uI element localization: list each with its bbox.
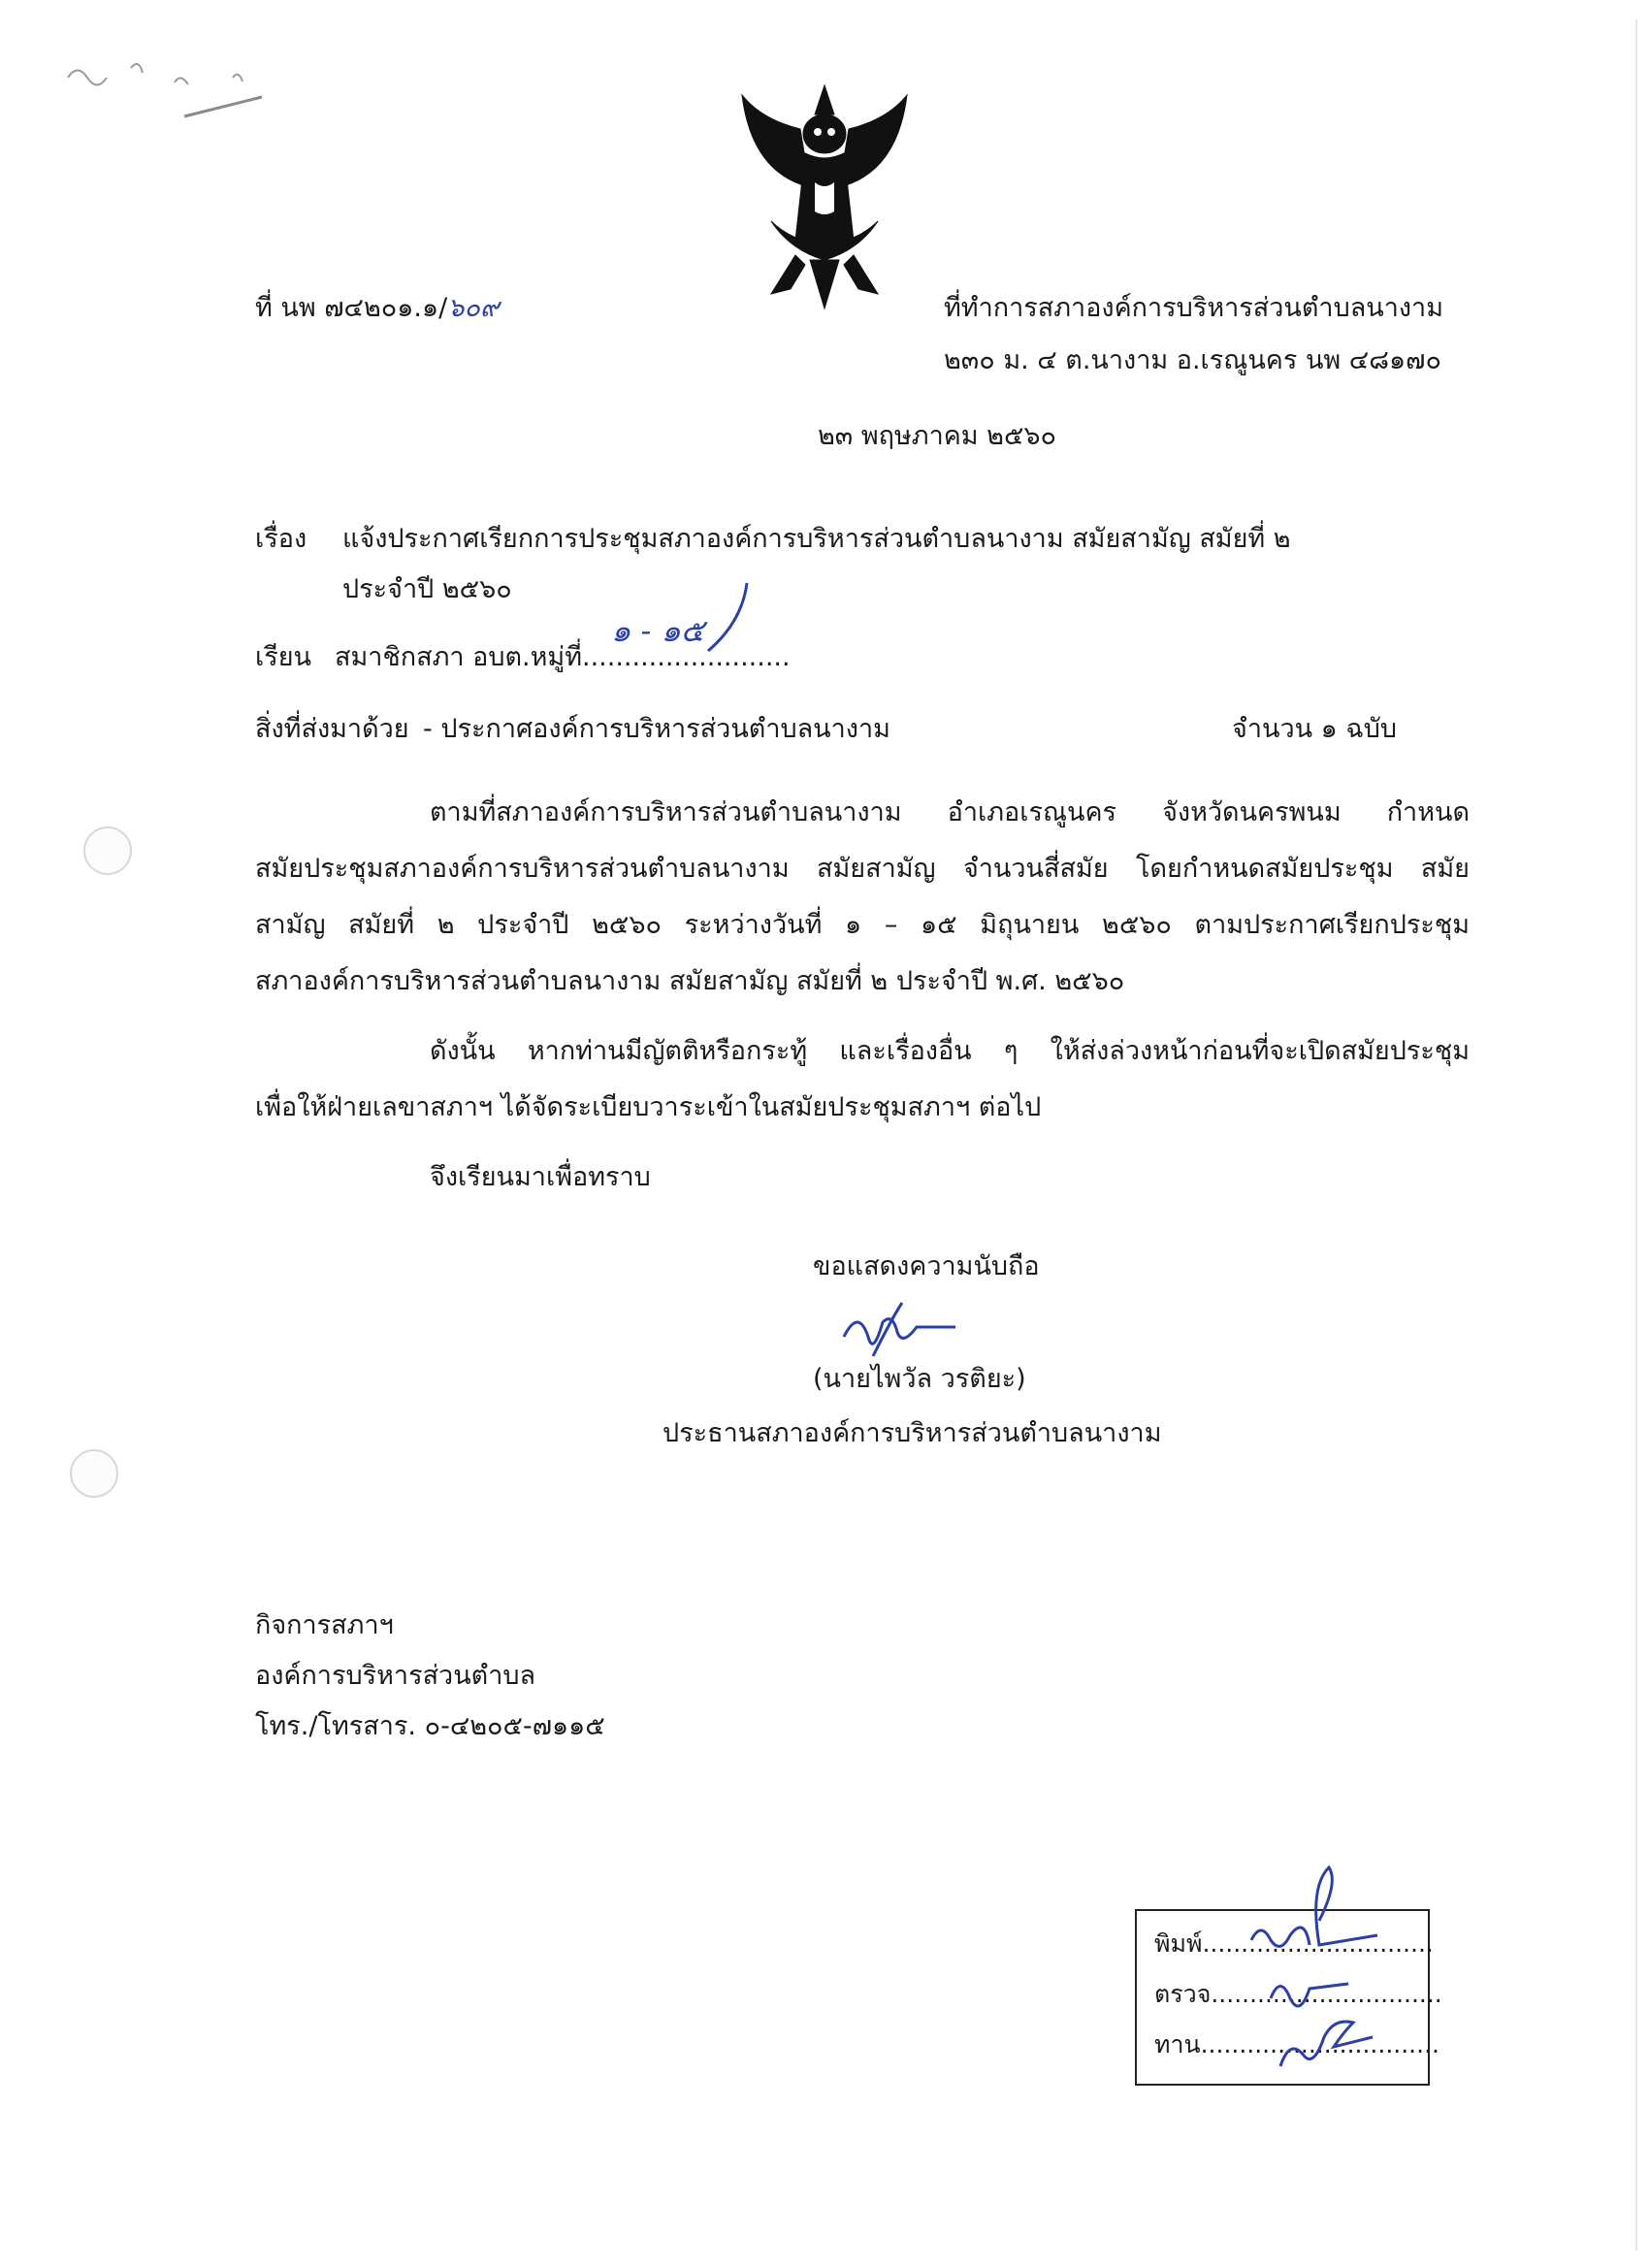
handwritten-slash (698, 578, 757, 656)
enclosure-count: จำนวน ๑ ฉบับ (1232, 714, 1398, 744)
punch-hole-bottom (70, 1449, 118, 1498)
subject-label: เรื่อง (255, 524, 307, 554)
pencil-marks (39, 39, 272, 146)
to-label: เรียน (255, 642, 312, 672)
to-text: สมาชิกสภา อบต.หมู่ที่......................... (335, 642, 791, 672)
footer-phone: โทร./โทรสาร. ๐-๔๒๐๕-๗๑๑๕ (255, 1711, 605, 1741)
para1-line-3: สามัญ สมัยที่ ๒ ประจำปี ๒๕๖๐ ระหว่างวันที่ ๑ – ๑๕ มิถุนายน ๒๕๖๐ ตามประกาศเรียกประชุม (255, 910, 1470, 940)
letter-date: ๒๓ พฤษภาคม ๒๕๖๐ (818, 421, 1057, 451)
stamp-initials (1212, 1863, 1426, 2086)
stamp-typed: พิมพ์.............................. (1154, 1929, 1434, 1958)
para1-line-4: สภาองค์การบริหารส่วนตำบลนางาม สมัยสามัญ สมัยที่ ๒ ประจำปี พ.ศ. ๒๕๖๐ (255, 966, 1125, 996)
subject-line-2: ประจำปี ๒๕๖๐ (342, 574, 512, 604)
handwritten-ref: ๖๐๙ (447, 293, 500, 323)
subject-line-1: แจ้งประกาศเรียกการประชุมสภาองค์การบริหารส่วนตำบลนางาม สมัยสามัญ สมัยที่ ๒ (342, 524, 1291, 554)
signer-title: ประธานสภาองค์การบริหารส่วนตำบลนางาม (663, 1418, 1162, 1448)
closing-line: จึงเรียนมาเพื่อทราบ (430, 1162, 651, 1192)
scan-edge (1635, 19, 1649, 2251)
stamp-checked: ตรวจ.............................. (1154, 1980, 1442, 2008)
para1-line-1: ตามที่สภาองค์การบริหารส่วนตำบลนางาม อำเภอเรณูนคร จังหวัดนครพนม กำหนด (430, 797, 1470, 827)
footer-dept: กิจการสภาฯ (255, 1610, 394, 1640)
para1-line-2: สมัยประชุมสภาองค์การบริหารส่วนตำบลนางาม สมัยสามัญ จำนวนสี่สมัย โดยกำหนดสมัยประชุม สมัย (255, 854, 1470, 884)
enclosure-label: สิ่งที่ส่งมาด้วย (255, 714, 409, 744)
para2-line-1: ดังนั้น หากท่านมีญัตติหรือกระทู้ และเรื่องอื่น ๆ ให้ส่งล่วงหน้าก่อนที่จะเปิดสมัยประชุม (430, 1036, 1470, 1066)
signer-name: (นายไพวัล วรติยะ) (813, 1364, 1026, 1394)
garuda-emblem-icon (713, 76, 936, 318)
punch-hole-top (83, 826, 132, 875)
enclosure-text: - ประกาศองค์การบริหารส่วนตำบลนางาม (423, 714, 890, 744)
regards: ขอแสดงความนับถือ (813, 1251, 1040, 1281)
handwritten-village-range: ๑ - ๑๕ (611, 612, 704, 649)
stamp-reviewed: ทาน............................... (1154, 2030, 1439, 2058)
office-name: ที่ทำการสภาองค์การบริหารส่วนตำบลนางาม (944, 293, 1444, 323)
footer-org: องค์การบริหารส่วนตำบล (255, 1661, 536, 1691)
para2-line-2: เพื่อให้ฝ่ายเลขาสภาฯ ได้จัดระเบียบวาระเข้าในสมัยประชุมสภาฯ ต่อไป (255, 1092, 1042, 1122)
office-address: ๒๓๐ ม. ๔ ต.นางาม อ.เรณูนคร นพ ๔๘๑๗๐ (944, 345, 1441, 375)
reference-number: ที่ นพ ๗๔๒๐๑.๑/๖๐๙ (255, 293, 500, 323)
